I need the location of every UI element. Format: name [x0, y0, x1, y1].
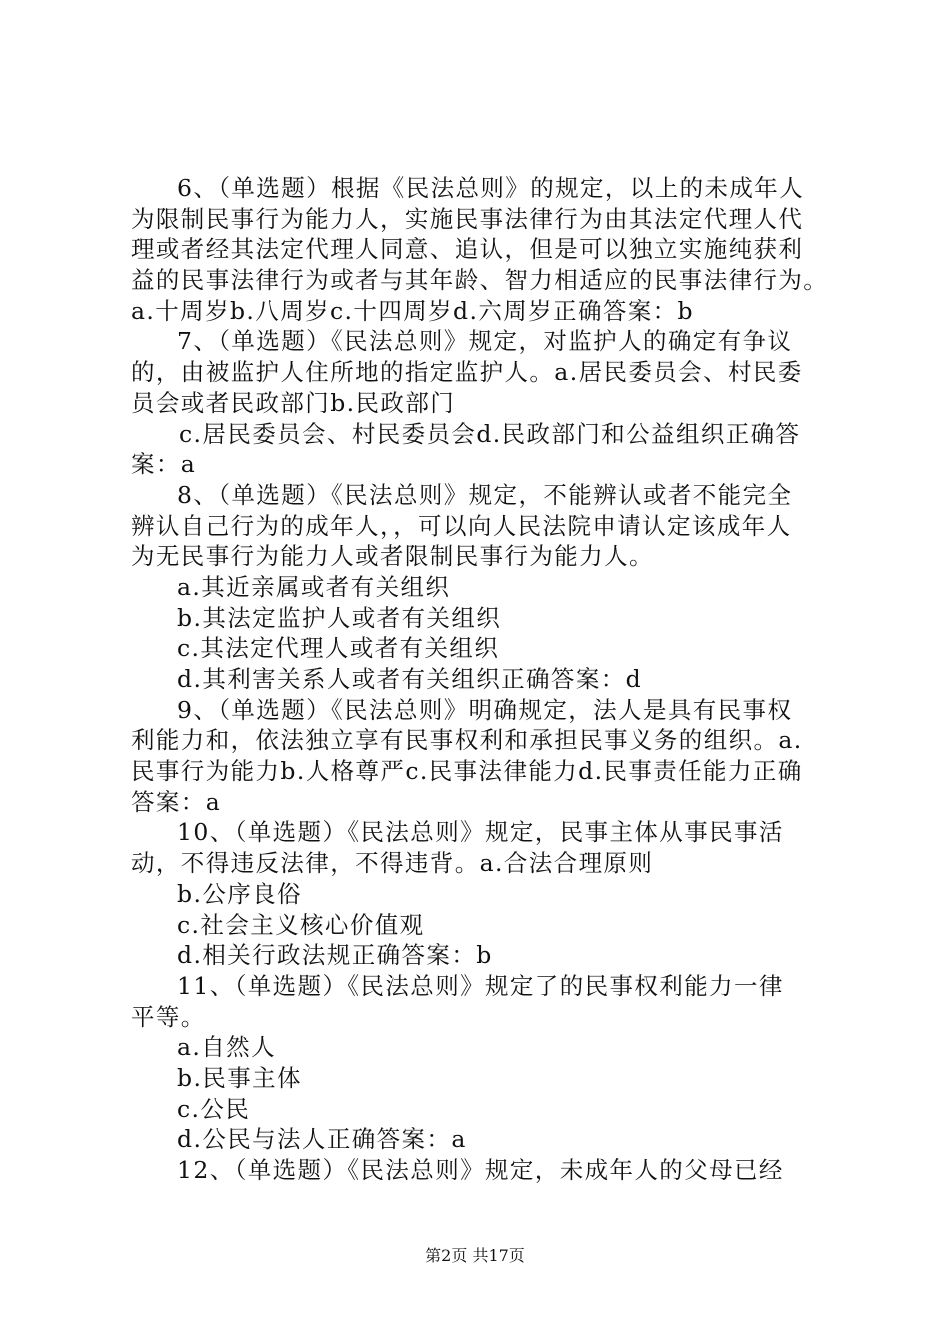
question-7-options: c.居民委员会、村民委员会d.民政部门和公益组织正确答: [179, 419, 801, 448]
document-body: [131, 173, 841, 1186]
question-11-line-2: 平等。: [131, 1002, 206, 1031]
question-6-line-3: 理或者经其法定代理人同意、追认，但是可以独立实施纯获利: [131, 235, 804, 264]
question-8-line-3: 为无民事行为能力人或者限制民事行为能力人。: [131, 542, 654, 571]
question-11-option-d: d.公民与法人正确答案：a: [177, 1125, 467, 1154]
question-7-line-2: 的，由被监护人住所地的指定监护人。a.居民委员会、村民委: [131, 358, 803, 387]
question-9-line-1: 9、（单选题）《民法总则》明确规定，法人是具有民事权: [177, 695, 793, 724]
question-11-option-b: b.民事主体: [177, 1063, 302, 1092]
question-8-option-c: c.其法定代理人或者有关组织: [177, 634, 500, 663]
question-11-line-1: 11、（单选题）《民法总则》规定了的民事权利能力一律: [177, 971, 784, 1000]
question-8-line-2: 辨认自己行为的成年人，，可以向人民法院申请认定该成年人: [131, 511, 792, 540]
question-7-line-3: 员会或者民政部门b.民政部门: [131, 388, 456, 417]
question-11-option-c: c.公民: [177, 1094, 251, 1123]
question-10-line-2: 动，不得违反法律，不得违背。a.合法合理原则: [131, 849, 654, 878]
question-8-option-b: b.其法定监护人或者有关组织: [177, 603, 502, 632]
question-7-answer: 案：a: [131, 450, 197, 479]
question-6-line-2: 为限制民事行为能力人，实施民事法律行为由其法定代理人代: [131, 204, 804, 233]
question-9-line-3: 民事行为能力b.人格尊严c.民事法律能力d.民事责任能力正确: [131, 757, 803, 786]
question-8-option-a: a.其近亲属或者有关组织: [177, 572, 451, 601]
question-9-line-2: 利能力和，依法独立享有民事权利和承担民事义务的组织。a.: [131, 726, 803, 755]
question-6-line-1: 6、（单选题）根据《民法总则》的规定，以上的未成年人: [177, 174, 805, 202]
page-footer: 第2页 共17页: [425, 1246, 525, 1265]
question-10-option-c: c.社会主义核心价值观: [177, 910, 425, 939]
question-6-options: a.十周岁b.八周岁c.十四周岁d.六周岁正确答案：b: [131, 296, 694, 325]
question-10-option-d: d.相关行政法规正确答案：b: [177, 941, 493, 970]
question-12-line-1: 12、（单选题）《民法总则》规定，未成年人的父母已经: [177, 1156, 784, 1184]
question-10-line-1: 10、（单选题）《民法总则》规定，民事主体从事民事活: [177, 818, 784, 847]
question-8-line-1: 8、（单选题）《民法总则》规定，不能辨认或者不能完全: [177, 480, 793, 509]
question-11-option-a: a.自然人: [177, 1033, 276, 1062]
question-9-answer: 答案：a: [131, 787, 222, 816]
question-6-line-4: 益的民事法律行为或者与其年龄、智力相适应的民事法律行为。: [131, 266, 829, 295]
question-8-option-d: d.其利害关系人或者有关组织正确答案：d: [177, 665, 643, 693]
question-7-line-1: 7、（单选题）《民法总则》规定，对监护人的确定有争议: [177, 327, 793, 356]
question-10-option-b: b.公序良俗: [177, 879, 302, 908]
